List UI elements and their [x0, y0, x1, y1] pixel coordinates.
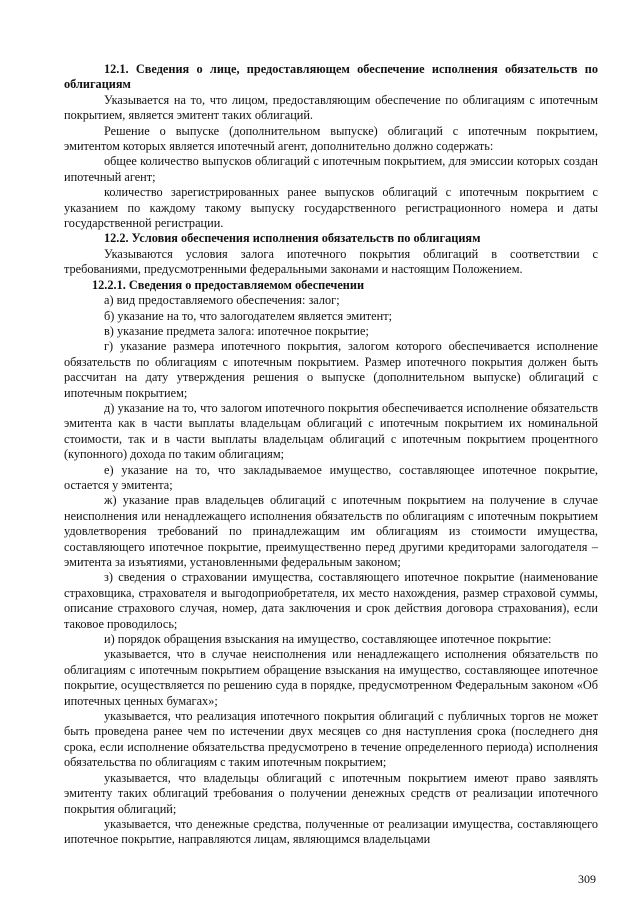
heading-h-12-1: 12.1. Сведения о лице, предоставляющем обеспечение исполнения обязательств по облигациям: [64, 62, 598, 92]
paragraph-p12: ж) указание прав владельцев облигаций с ипотечным покрытием на получение в случае неисполнения или ненадлежащего исполнения обязательств по облигациям с ипотечным покрытием удовлетворения требований по принадлежащим им облигациям из стоимости имущества, составляющего ипотечное покрытие, преимущественно перед другими кредиторами залогодателя – эмитента за изъятиями, установленными федеральным законом;: [64, 493, 598, 569]
heading-h-12-2: 12.2. Условия обеспечения исполнения обязательств по облигациям: [104, 231, 481, 246]
paragraph-p10: д) указание на то, что залогом ипотечного покрытия обеспечивается исполнение обязательств эмитента как в части выплаты владельцам облигаций с ипотечным покрытием их номинальной стоимости, так и в части выплаты владельцам облигаций с ипотечным покрытием процентного (купонного) дохода по таким облигациям;: [64, 400, 598, 462]
paragraph-p17: указывается, что владельцы облигаций с ипотечным покрытием имеют право заявлять эмитенту таких облигаций требования о получении денежных средств от реализации ипотечного покрытия облигаций;: [64, 770, 598, 816]
paragraph-p5: Указываются условия залога ипотечного покрытия облигаций в соответствии с требованиями, предусмотренными федеральными законами и настоящим Положением.: [64, 246, 598, 277]
paragraph-p6: а) вид предоставляемого обеспечения: залог;: [104, 293, 340, 308]
paragraph-p2: Решение о выпуске (дополнительном выпуске) облигаций с ипотечным покрытием, эмитентом которых является ипотечный агент, дополнительно должно содержать:: [64, 123, 598, 154]
page-number: 309: [578, 872, 596, 886]
paragraph-p4: количество зарегистрированных ранее выпусков облигаций с ипотечным покрытием с указанием по каждому такому выпуску государственного регистрационного номера и даты государственной регистрации.: [64, 185, 598, 231]
paragraph-p15: указывается, что в случае неисполнения или ненадлежащего исполнения обязательств по облигациям с ипотечным покрытием обращение взыскания на имущество, составляющее ипотечное покрытие, осуществляется по решению суда в порядке, предусмотренном Федеральным законом «Об ипотечных ценных бумагах»;: [64, 647, 598, 708]
paragraph-p8: в) указание предмета залога: ипотечное покрытие;: [104, 323, 369, 338]
paragraph-p11: е) указание на то, что закладываемое имущество, составляющее ипотечное покрытие, остается у эмитента;: [64, 462, 598, 492]
document-body: [64, 62, 598, 848]
paragraph-p13: з) сведения о страховании имущества, составляющего ипотечное покрытие (наименование страховщика, страхователя и выгодоприобретателя, их место нахождения, размер страховой суммы, описание страхового случая, номер, дата заключения и срок действия договора страхования), если таковое проводилось;: [64, 570, 598, 631]
paragraph-p9: г) указание размера ипотечного покрытия, залогом которого обеспечивается исполнение обязательств по облигациям с ипотечным покрытием. Размер ипотечного покрытия должен быть рассчитан на дату утверждения решения о выпуске (дополнительном выпуске) облигаций с ипотечным покрытием;: [64, 339, 598, 400]
paragraph-p14: и) порядок обращения взыскания на имущество, составляющее ипотечное покрытие:: [104, 632, 552, 647]
heading-h-12-2-1: 12.2.1. Сведения о предоставляемом обеспечении: [92, 277, 365, 292]
paragraph-p7: б) указание на то, что залогодателем является эмитент;: [104, 308, 392, 323]
paragraph-p16: указывается, что реализация ипотечного покрытия облигаций с публичных торгов не может быть проведена ранее чем по истечении двух месяцев со дня наступления срока (последнего дня срока, если исполнение обязательства предусмотрено в течение определенного периода) исполнения обязательства по облигациям с таким ипотечным покрытием;: [64, 709, 598, 770]
paragraph-p1: Указывается на то, что лицом, предоставляющим обеспечение по облигациям с ипотечным покрытием, является эмитент таких облигаций.: [64, 92, 598, 123]
paragraph-p3: общее количество выпусков облигаций с ипотечным покрытием, для эмиссии которых создан ипотечный агент;: [64, 154, 598, 184]
paragraph-p18: указывается, что денежные средства, полученные от реализации имущества, составляющего ипотечное покрытие, направляются лицам, являющимся владельцами: [64, 816, 598, 847]
